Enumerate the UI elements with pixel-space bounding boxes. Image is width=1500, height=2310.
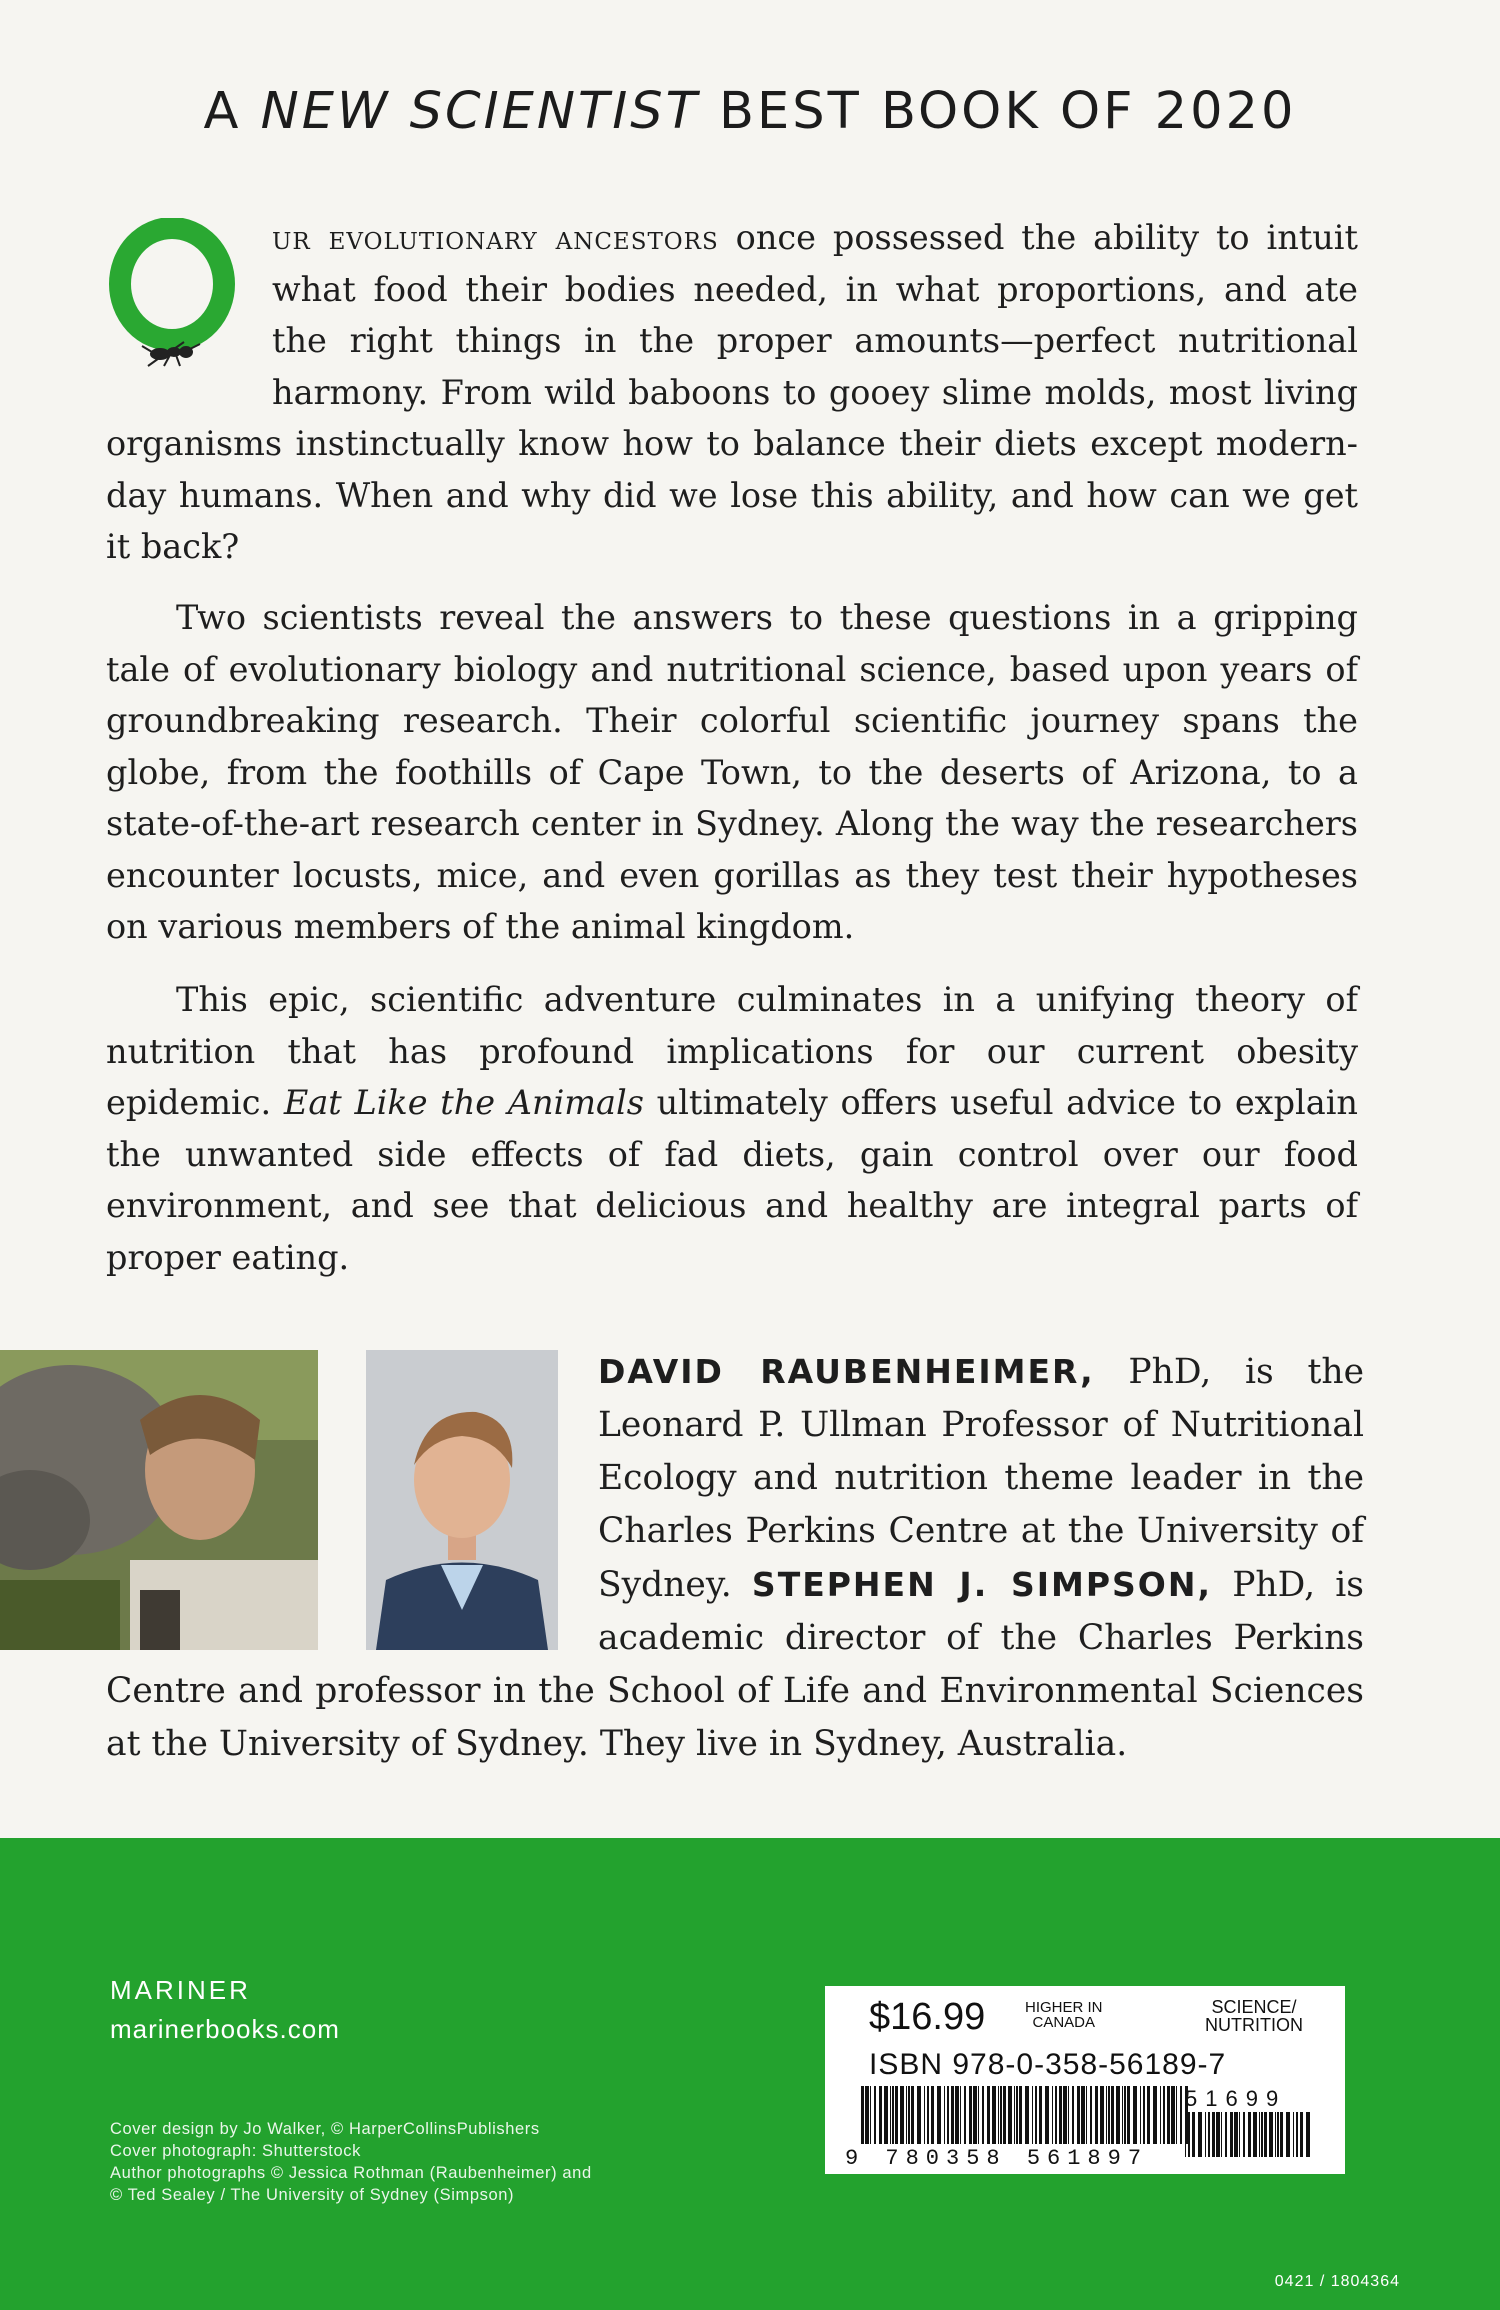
credit-line: Cover photograph: Shutterstock <box>110 2142 361 2160</box>
barcode-bar <box>931 2086 934 2144</box>
barcode-bar <box>1248 2112 1251 2157</box>
barcode-bar <box>861 2086 864 2144</box>
barcode-main-digits: 9 780358 561897 <box>845 2146 1149 2171</box>
barcode-bar <box>1063 2086 1067 2144</box>
barcode-bar <box>1032 2086 1033 2144</box>
barcode-bar <box>879 2086 882 2144</box>
ant-icon <box>102 218 242 368</box>
barcode-bar <box>1127 2086 1130 2144</box>
barcode-bar <box>1205 2112 1206 2157</box>
barcode-bar <box>1090 2086 1092 2144</box>
barcode-bar <box>1239 2112 1240 2157</box>
credit-line: Author photographs © Jessica Rothman (Raubenheimer) and <box>110 2164 592 2182</box>
barcode-bar <box>890 2086 891 2144</box>
barcode-bar <box>1300 2112 1303 2157</box>
barcode-bar <box>973 2086 977 2144</box>
barcode-bar <box>892 2086 894 2144</box>
barcode-bar <box>1225 2112 1227 2157</box>
barcode-bar <box>1293 2112 1294 2157</box>
isbn-number: ISBN 978-0-358-56189-7 <box>869 2048 1227 2081</box>
barcode-bar <box>1192 2112 1195 2157</box>
barcode-bar <box>1264 2112 1267 2157</box>
dropcap-o-with-ant <box>102 218 242 368</box>
barcode-bar <box>1280 2112 1283 2157</box>
barcode-bar <box>982 2086 984 2144</box>
barcode-bar <box>960 2086 961 2144</box>
barcode-bar <box>1095 2086 1098 2144</box>
barcode-bar <box>1122 2086 1123 2144</box>
barcode-bar <box>1212 2112 1215 2157</box>
barcode-bar <box>1000 2086 1002 2144</box>
barcode-bar <box>1140 2086 1141 2144</box>
barcode-bar <box>917 2086 921 2144</box>
barcode-bar <box>1253 2112 1257 2157</box>
barcode-bar <box>1296 2112 1298 2157</box>
intro-smallcaps: ur evolutionary ancestors <box>272 218 719 257</box>
barcode-bar <box>1111 2086 1114 2144</box>
barcode-bar <box>1160 2086 1161 2144</box>
author2-name: STEPHEN J. SIMPSON, <box>751 1565 1213 1604</box>
barcode-bar <box>1081 2086 1085 2144</box>
publisher-block <box>110 1975 340 2045</box>
barcode-bar <box>927 2086 929 2144</box>
printing-serial: 0421 / 1804364 <box>1274 2273 1400 2290</box>
barcode-bar <box>1221 2112 1222 2157</box>
description-paragraph-1 <box>102 212 1358 573</box>
barcode-bar <box>1052 2086 1053 2144</box>
barcode-bar <box>1025 2086 1029 2144</box>
barcode-bar <box>1059 2086 1062 2144</box>
credit-line: Cover design by Jo Walker, © HarperCollinsPublishers <box>110 2120 540 2138</box>
credit-line: © Ted Sealey / The University of Sydney (Simpson) <box>110 2186 515 2204</box>
barcode-bar <box>937 2086 941 2144</box>
barcode-bar <box>1143 2086 1145 2144</box>
barcode-bar <box>1275 2112 1276 2157</box>
barcode-bar <box>865 2086 869 2144</box>
barcode-bar <box>908 2086 910 2144</box>
barcode-bar <box>1016 2086 1018 2144</box>
price: $16.99 <box>869 1996 986 2038</box>
barcode-bar <box>1198 2112 1202 2157</box>
barcode-bar <box>1230 2112 1233 2157</box>
barcode-bar <box>1306 2112 1310 2157</box>
author-bio <box>106 1345 1364 1771</box>
barcode-bar <box>998 2086 999 2144</box>
barcode-bar <box>1243 2112 1245 2157</box>
barcode-bar <box>884 2086 888 2144</box>
barcode-bar <box>906 2086 907 2144</box>
barcode-bar <box>1208 2112 1210 2157</box>
bisac-category: SCIENCE/ NUTRITION <box>1205 1997 1303 2035</box>
barcode-bars-addon <box>1185 2112 1315 2157</box>
paragraph-1-text: once possessed the ability to intuit what food their bodies needed, in what proportions, and ate the right things in the proper amounts—perfect nutritional harmony. From wild baboons to gooey slime molds, most living organisms instinctually know how to balance their diets except modern-day humans. When and why did we lose this ability, and how can we get it back? <box>106 218 1358 566</box>
barcode-bar <box>1259 2112 1260 2157</box>
barcode-bar <box>1180 2086 1182 2144</box>
barcode-bar <box>1077 2086 1080 2144</box>
barcode-bar <box>1055 2086 1057 2144</box>
barcode-bar <box>1261 2112 1263 2157</box>
barcode-bar <box>1072 2086 1074 2144</box>
barcode-bar <box>1014 2086 1015 2144</box>
barcode-bar <box>978 2086 979 2144</box>
barcode-addon-digits: 51699 <box>1185 2086 1287 2111</box>
barcode-bar <box>1019 2086 1022 2144</box>
best-book-headline: A NEW SCIENTIST BEST BOOK OF 2020 <box>203 82 1297 141</box>
barcode-bar <box>870 2086 871 2144</box>
barcode-bar <box>895 2086 898 2144</box>
barcode-bar <box>924 2086 925 2144</box>
barcode-bar <box>1108 2086 1110 2144</box>
book-title-italic: Eat Like the Animals <box>283 1083 644 1122</box>
barcode-label <box>825 1986 1345 2174</box>
barcode-bar <box>1216 2112 1220 2157</box>
barcode-bar <box>1086 2086 1087 2144</box>
publisher-name: MARINER <box>110 1975 251 2005</box>
barcode-bar <box>1153 2086 1157 2144</box>
barcode-bar <box>1185 2112 1186 2157</box>
barcode-bar <box>900 2086 904 2144</box>
barcode-bar <box>1176 2086 1177 2144</box>
barcode-bar <box>1045 2086 1049 2144</box>
author2-bio-text: PhD, is academic director of the Charles Perkins Centre and professor in the School of Life and Environmental Sciences at the University of Sydney. They live in Sydney, Australia. <box>106 1565 1364 1764</box>
barcode-bar <box>1269 2112 1273 2157</box>
barcode-bar <box>1124 2086 1126 2144</box>
barcode-bar <box>947 2086 949 2144</box>
barcode-bar <box>1068 2086 1069 2144</box>
higher-in-canada: HIGHER IN CANADA <box>1025 1999 1103 2031</box>
barcode-bar <box>1234 2112 1238 2157</box>
barcode-bar <box>1147 2086 1150 2144</box>
description-paragraph-2: Two scientists reveal the answers to these questions in a gripping tale of evolutionary biology and nutritional science, based upon years of groundbreaking research. Their colorful scientific journey spans the globe, from the foothills of Cape Town, to the deserts of Arizona, to a state-of-the-art research center in Sydney. Along the way the researchers encounter locusts, mice, and even gorillas as they test their hypotheses on various members of the animal kingdom. <box>106 598 1358 946</box>
author1-bio-text: PhD, is the Leonard P. Ullman Professor of Nutritional Ecology and nutrition theme leader in the Charles Perkins Centre at the University of Sydney. <box>598 1352 1364 1605</box>
barcode-bar <box>987 2086 990 2144</box>
barcode-bar <box>911 2086 914 2144</box>
barcode-bar <box>1003 2086 1006 2144</box>
barcode-bar <box>1163 2086 1165 2144</box>
barcode-bar <box>1039 2086 1042 2144</box>
author1-name: DAVID RAUBENHEIMER, <box>598 1352 1095 1391</box>
barcode-bar <box>964 2086 966 2144</box>
barcode-bar <box>992 2086 996 2144</box>
barcode-bar <box>969 2086 972 2144</box>
barcode-bar <box>1106 2086 1107 2144</box>
barcode-bar <box>1100 2086 1104 2144</box>
barcode-bar <box>1171 2086 1175 2144</box>
barcode-bar <box>1133 2086 1137 2144</box>
barcode-bar <box>955 2086 959 2144</box>
cover-credits <box>110 2118 592 2206</box>
barcode-bar <box>944 2086 945 2144</box>
dropcap-letter: O <box>102 218 103 219</box>
barcode-bar <box>1188 2112 1190 2157</box>
barcode-bar <box>1286 2112 1290 2157</box>
barcode-bar <box>1167 2086 1170 2144</box>
barcode-bar <box>1277 2112 1279 2157</box>
description-paragraph-3: This epic, scientific adventure culminates in a unifying theory of nutrition that has profound implications for our current obesity epidemic. Eat Like the Animals ultimately offers useful advice to explain the unwanted side effects of fad diets, gain control over our food environment, and see that delicious and healthy are integral parts of proper eating. <box>106 980 1358 1277</box>
barcode-bar <box>1035 2086 1037 2144</box>
barcode-bar <box>1008 2086 1012 2144</box>
publisher-url[interactable]: marinerbooks.com <box>110 2014 340 2044</box>
barcode-bar <box>874 2086 876 2144</box>
barcode-bar <box>1116 2086 1120 2144</box>
barcode-bar <box>951 2086 954 2144</box>
